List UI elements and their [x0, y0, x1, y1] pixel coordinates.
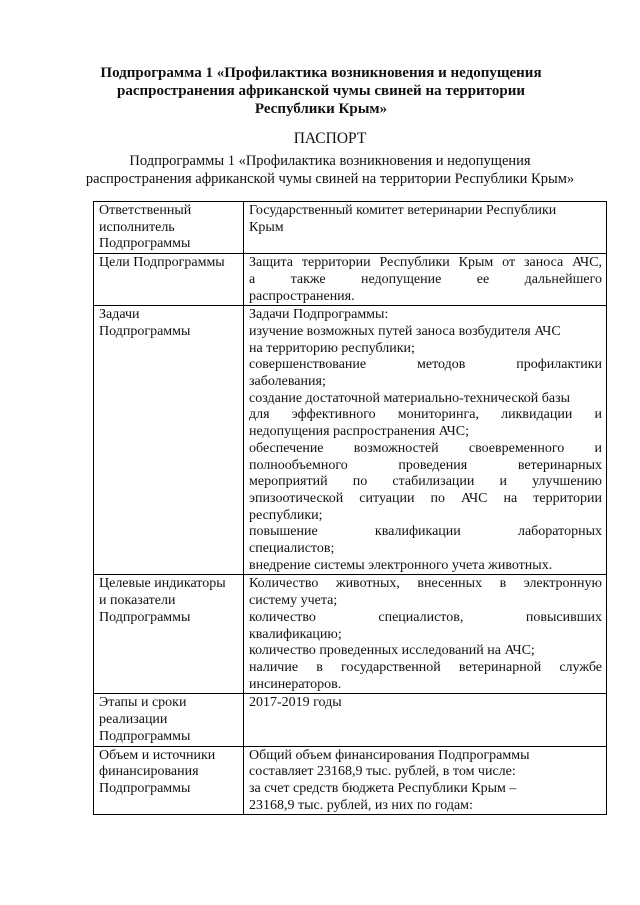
row-content-line: Крым — [249, 219, 284, 235]
row-content-line: квалификацию; — [249, 626, 342, 642]
row-content-line: совершенствование методов профилактики — [249, 357, 602, 373]
row-content-line: составляет 23168,9 тыс. рублей, в том числе: — [249, 764, 516, 780]
row-label-line: финансирования — [99, 764, 199, 780]
row-label-cell — [94, 202, 244, 254]
row-content-line: 2017-2019 годы — [249, 695, 342, 711]
row-content-cell — [244, 746, 607, 815]
row-label-line: Подпрограммы — [99, 780, 191, 796]
row-label-cell — [94, 694, 244, 746]
row-content-line: Количество животных, внесенных в электронную — [249, 576, 602, 592]
row-content-line: Защита территории Республики Крым от заноса АЧС, — [249, 255, 602, 271]
row-content-line: обеспечение возможностей своевременного и — [249, 440, 602, 456]
row-label-line: Объем и источники — [99, 747, 216, 763]
row-content-line: Общий объем финансирования Подпрограммы — [249, 747, 530, 763]
row-label-line: Подпрограммы — [99, 323, 191, 339]
row-content-line: заболевания; — [249, 374, 326, 390]
row-label-line: Подпрограммы — [99, 728, 191, 744]
row-content-line: специалистов; — [249, 541, 335, 557]
subtitle-line: распространения африканской чумы свиней на территории Республики Крым» — [85, 171, 575, 187]
row-content-cell — [244, 306, 607, 575]
table-row — [94, 202, 607, 254]
row-content-cell — [244, 202, 607, 254]
table-row — [94, 746, 607, 815]
row-label-line: Подпрограммы — [99, 609, 191, 625]
passport-subtitle — [60, 152, 600, 188]
row-content-line: Государственный комитет ветеринарии Республики — [249, 203, 557, 218]
table-row — [94, 254, 607, 306]
row-label-line: Задачи — [99, 307, 140, 323]
row-content-line: 23168,9 тыс. рублей, из них по годам: — [249, 797, 473, 813]
row-label-line: реализации — [99, 712, 168, 728]
row-content-line: внедрение системы электронного учета животных. — [249, 557, 553, 573]
table-row — [94, 306, 607, 575]
row-label-line: и показатели — [99, 593, 176, 609]
row-label-cell — [94, 254, 244, 306]
row-label-cell — [94, 746, 244, 815]
row-content-cell — [244, 254, 607, 306]
passport-heading: ПАСПОРТ — [293, 130, 367, 147]
row-content-line: распространения. — [249, 288, 355, 304]
row-content-line: эпизоотической ситуации по АЧС на территории — [249, 490, 602, 506]
row-content-line: создание достаточной материально-технической базы — [249, 390, 571, 406]
row-content-line: наличие в государственной ветеринарной службе — [249, 659, 602, 675]
row-content-line: повышение квалификации лабораторных — [249, 524, 602, 540]
row-content-line: а также недопущение ее дальнейшего — [249, 271, 602, 287]
row-content-line: количество специалистов, повысивших — [249, 609, 602, 625]
row-content-line: Задачи Подпрограммы: — [249, 307, 389, 323]
row-label-cell — [94, 575, 244, 694]
passport-table-body — [94, 202, 607, 815]
passport-table — [93, 201, 607, 815]
row-content-cell — [244, 694, 607, 746]
row-content-line: республики; — [249, 507, 323, 523]
row-content-line: на территорию республики; — [249, 340, 415, 356]
row-label-cell — [94, 306, 244, 575]
row-label-line: Цели Подпрограммы — [99, 255, 225, 271]
row-label-line: Этапы и сроки — [99, 695, 187, 711]
table-row — [94, 575, 607, 694]
row-content-line: изучение возможных путей заноса возбудителя АЧС — [249, 323, 561, 339]
row-content-line: систему учета; — [249, 593, 338, 609]
row-label-line: исполнитель — [99, 219, 175, 235]
row-label-line: Подпрограммы — [99, 236, 191, 252]
row-content-line: мероприятий по стабилизации и улучшению — [249, 474, 602, 490]
row-label-line: Целевые индикаторы — [99, 576, 226, 592]
row-content-line: недопущения распространения АЧС; — [249, 424, 469, 440]
row-content-line: для эффективного мониторинга, ликвидации и — [249, 407, 602, 423]
row-label-line: Ответственный — [99, 203, 192, 218]
row-content-cell — [244, 575, 607, 694]
row-content-line: за счет средств бюджета Республики Крым – — [249, 780, 517, 796]
document-title: Подпрограмма 1 «Профилактика возникновения и недопущения распространения африканской чумы свиней на территории Республики Крым» — [100, 65, 542, 117]
row-content-line: количество проведенных исследований на АЧС; — [249, 643, 535, 659]
row-content-line: инсинераторов. — [249, 676, 342, 692]
row-content-line: полнообъемного проведения ветеринарных — [249, 457, 602, 473]
subtitle-line: Подпрограммы 1 «Профилактика возникновения и недопущения — [129, 153, 531, 169]
table-row — [94, 694, 607, 746]
